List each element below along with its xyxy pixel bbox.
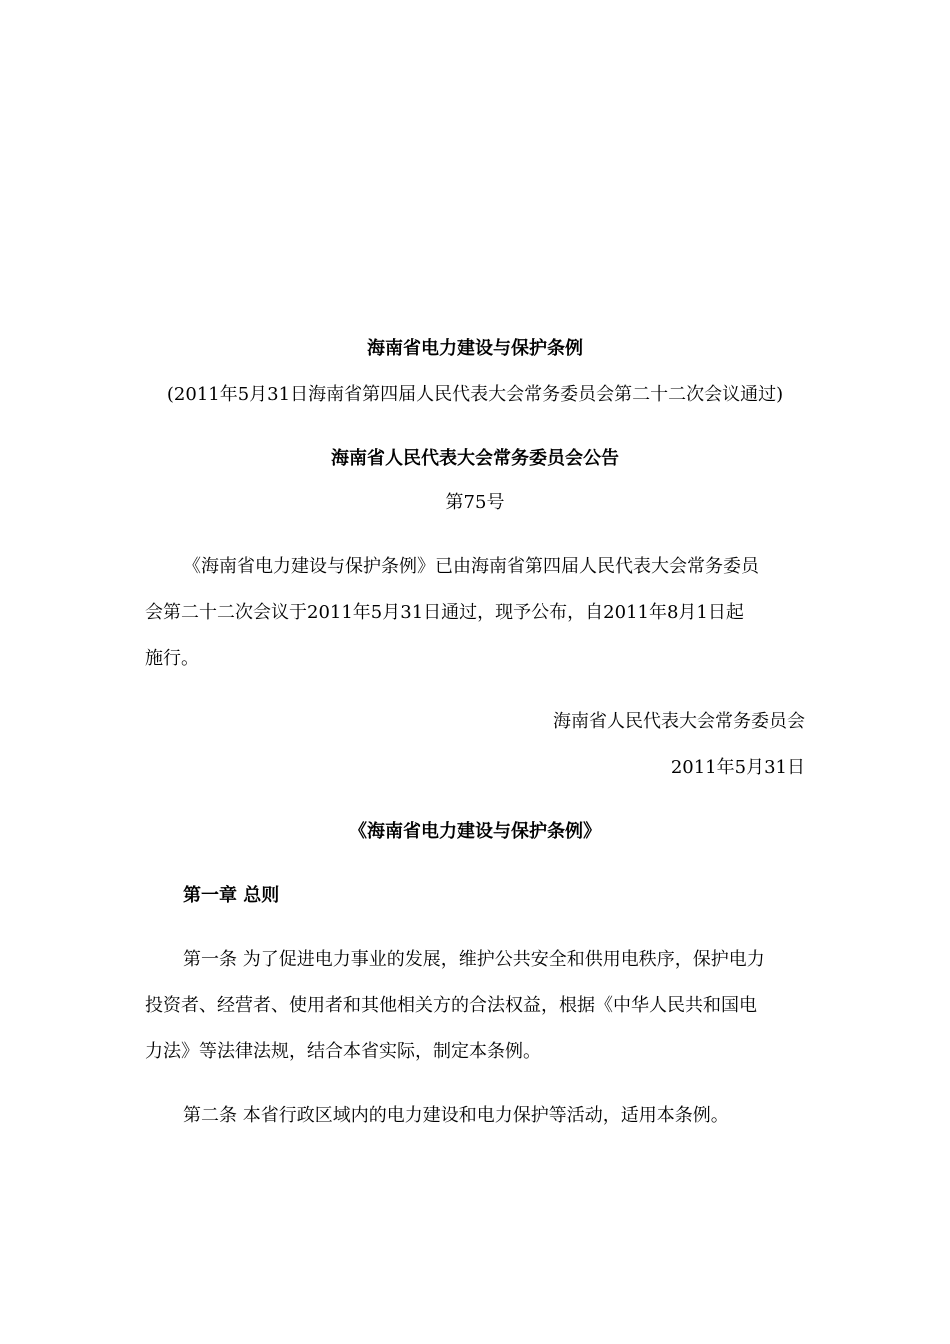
article-two: 第二条 本省行政区域内的电力建设和电力保护等活动，适用本条例。 bbox=[183, 1105, 729, 1126]
issue-date: 2011年5月31日 bbox=[670, 757, 805, 778]
chapter-heading: 第一章 总则 bbox=[183, 885, 280, 906]
article-one-line-1: 第一条 为了促进电力事业的发展，维护公共安全和供用电秩序，保护电力 bbox=[183, 949, 765, 970]
announcement-number: 第75号 bbox=[445, 492, 505, 513]
article-one-line-2: 投资者、经营者、使用者和其他相关方的合法权益，根据《中华人民共和国电 bbox=[145, 995, 757, 1016]
adoption-note: (2011年5月31日海南省第四届人民代表大会常务委员会第二十二次会议通过) bbox=[166, 384, 784, 405]
article-one-line-3: 力法》等法律法规，结合本省实际，制定本条例。 bbox=[145, 1041, 541, 1062]
issuer: 海南省人民代表大会常务委员会 bbox=[553, 711, 805, 732]
document-title: 海南省电力建设与保护条例 bbox=[367, 338, 583, 359]
announcement-body-line-1: 《海南省电力建设与保护条例》已由海南省第四届人民代表大会常务委员 bbox=[183, 556, 759, 577]
announcement-title: 海南省人民代表大会常务委员会公告 bbox=[331, 448, 619, 469]
regulation-title: 《海南省电力建设与保护条例》 bbox=[349, 821, 601, 842]
announcement-body-line-3: 施行。 bbox=[145, 648, 199, 669]
announcement-body-line-2: 会第二十二次会议于2011年5月31日通过，现予公布，自2011年8月1日起 bbox=[145, 602, 744, 623]
